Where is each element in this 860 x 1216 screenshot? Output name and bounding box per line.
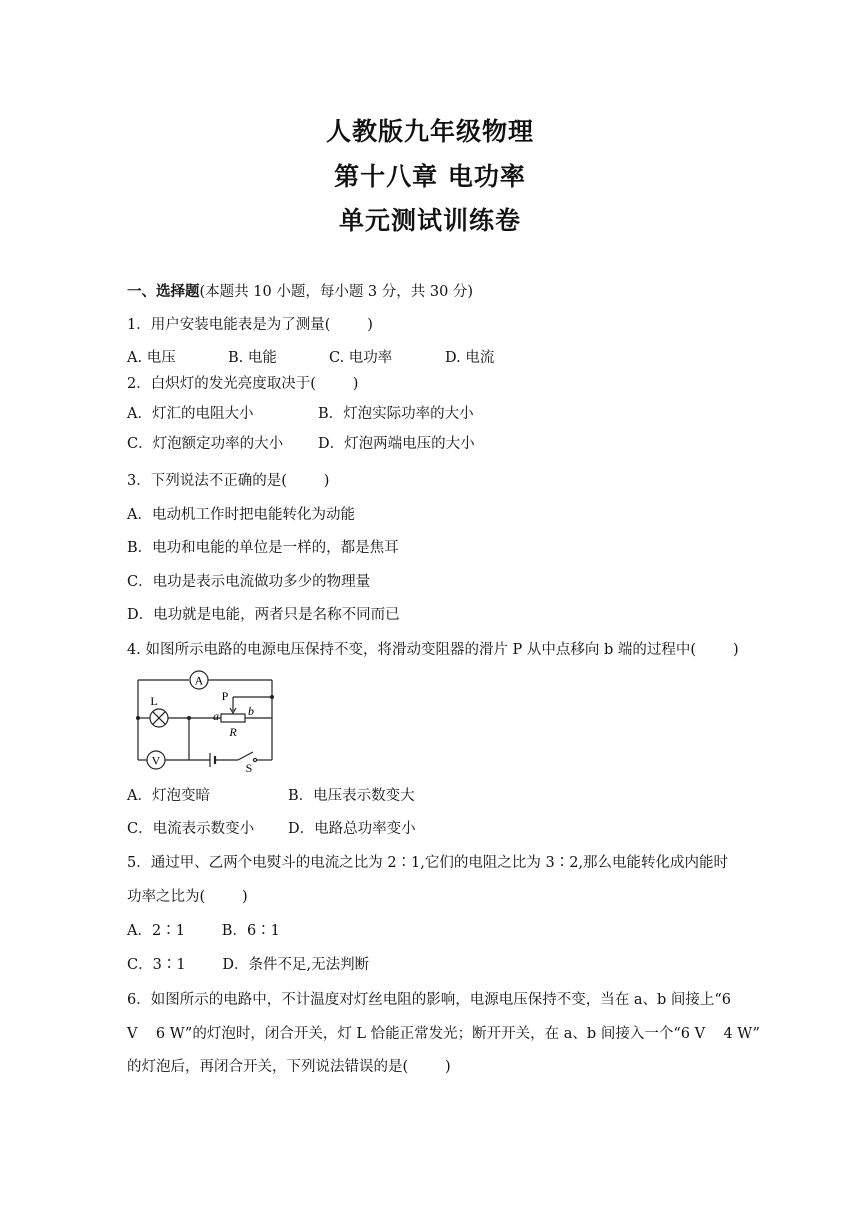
q6-line2: V 6 W”的灯泡时，闭合开关，灯 L 恰能正常发光；断开开关，在 a、b 间接入一个“6 V 4 W” [127,1026,760,1042]
q4-option-b: B．电压表示数变大 [288,788,415,804]
q2-option-b: B．灯泡实际功率的大小 [318,406,474,422]
q3-stem: 3．下列说法不正确的是( ) [127,473,330,489]
q2-option-a: A．灯汇的电阻大小 [127,406,254,422]
q4-circuit-diagram [125,668,285,776]
q5-stem-line1: 5．通过甲、乙两个电熨斗的电流之比为 2∶1,它们的电阻之比为 3∶2,那么电能转化成内能时 [127,855,729,871]
q2-stem: 2．白炽灯的发光亮度取决于( ) [127,376,359,392]
end-b-label: b [248,704,254,718]
q4-option-d: D．电路总功率变小 [288,821,416,837]
switch-label: S [245,761,253,775]
q3-option-a: A．电动机工作时把电能转化为动能 [127,507,355,523]
section-heading-note: (本题共 10 小题，每小题 3 分，共 30 分) [199,284,474,300]
q4-stem: 4. 如图所示电路的电源电压保持不变，将滑动变阻器的滑片 P 从中点移向 b 端的过程中( ) [127,642,739,658]
q1-option-d: D. 电流 [445,350,495,366]
q3-option-b: B．电功和电能的单位是一样的，都是焦耳 [127,540,399,556]
q1-option-b: B. 电能 [228,350,277,366]
q6-line3: 的灯泡后，再闭合开关，下列说法错误的是( ) [127,1059,451,1075]
q5-options-ab: A．2∶1 B．6∶1 [127,923,280,939]
chapter-title: 第十八章 电功率 [334,162,526,191]
q5-options-cd: C．3∶1 D．条件不足,无法判断 [127,957,370,973]
q4-option-c: C．电流表示数变小 [127,821,255,837]
end-a-label: a [213,709,219,723]
test-title: 单元测试训练卷 [338,206,521,235]
voltmeter-label: V [151,753,161,768]
q1-option-a: A. 电压 [127,350,176,366]
slider-label: P [221,689,229,703]
q3-option-c: C．电功是表示电流做功多少的物理量 [127,574,371,590]
lamp-label: L [150,694,158,708]
section-heading-label: 一、选择题 [127,283,200,300]
q5-stem-line2: 功率之比为( ) [127,889,248,905]
q3-option-d: D．电功就是电能，两者只是名称不同而已 [127,607,400,623]
section-heading [127,283,473,301]
q1-option-c: C. 电功率 [329,350,393,366]
resistor-label: R [229,725,237,739]
q1-stem: 1．用户安装电能表是为了测量( ) [127,317,373,333]
doc-title: 人教版九年级物理 [325,117,534,146]
q2-option-c: C．灯泡额定功率的大小 [127,436,284,452]
q6-line1: 6．如图所示的电路中，不计温度对灯丝电阻的影响，电源电压保持不变，当在 a、b 间接上“6 [127,992,732,1008]
q2-option-d: D．灯泡两端电压的大小 [318,436,475,452]
q4-option-a: A．灯泡变暗 [127,788,210,804]
ammeter-label: A [194,673,204,688]
